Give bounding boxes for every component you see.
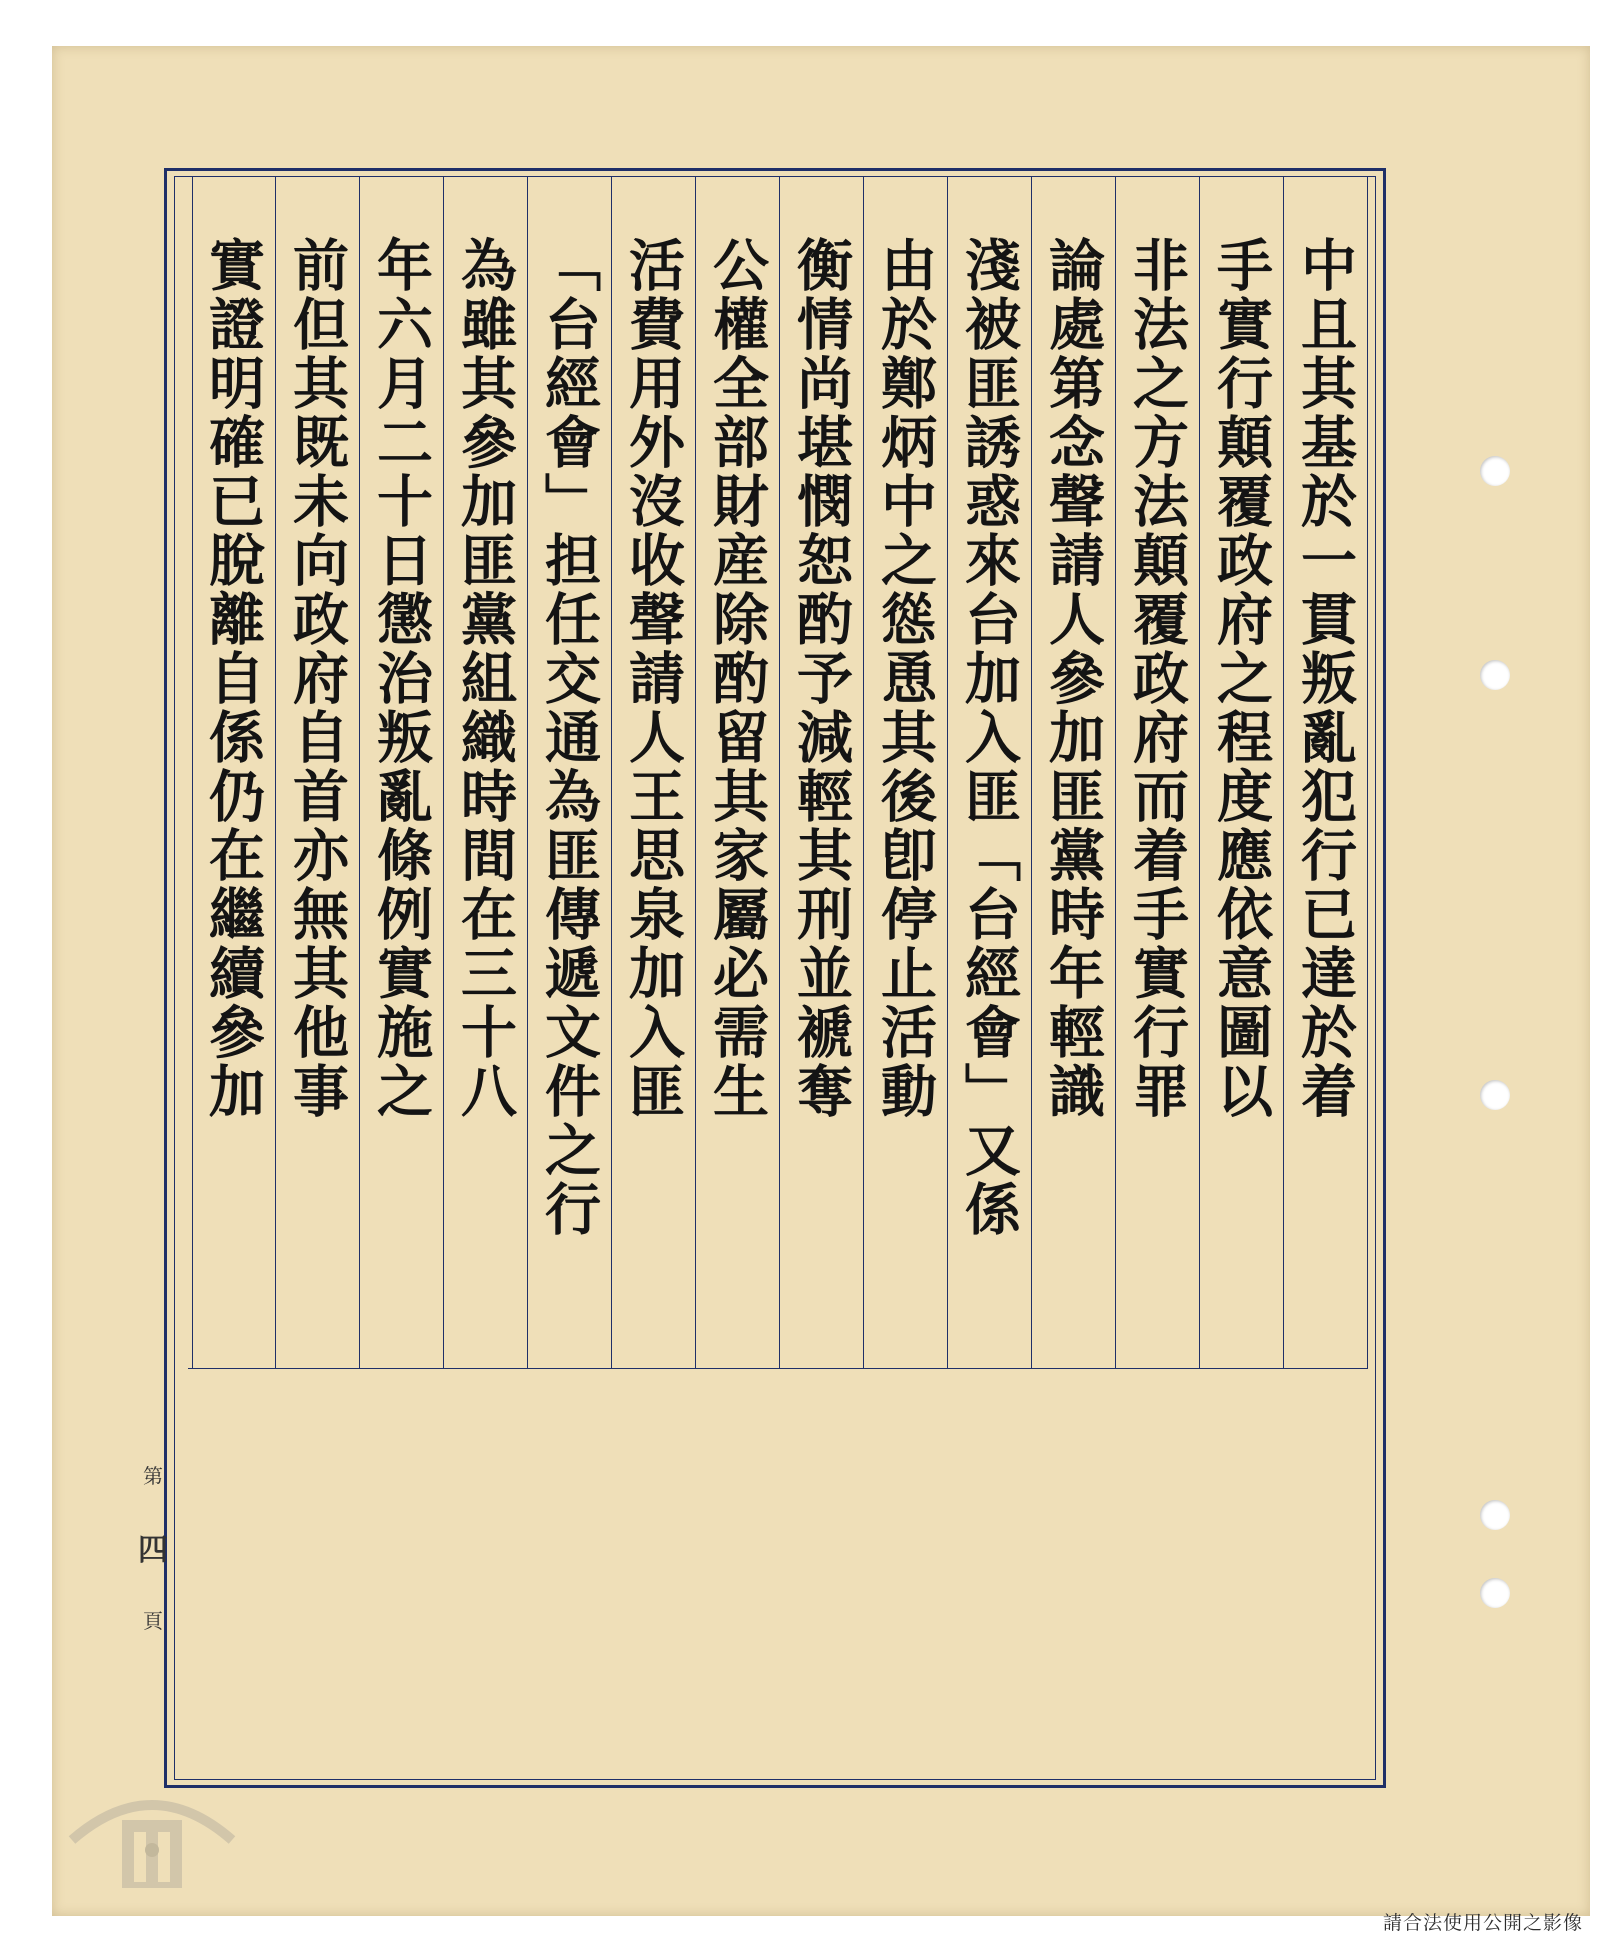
text-column: 由於鄭炳中之慫恿其後卽停止活動 <box>864 176 948 1368</box>
text-column: 衡情尚堪憫恕酌予減輕其刑並褫奪 <box>780 176 864 1368</box>
text-column: 實證明確已脫離自係仍在繼續參加 <box>192 176 276 1368</box>
text-column: 論處第念聲請人參加匪黨時年輕識 <box>1032 176 1116 1368</box>
text-column: 手實行顛覆政府之程度應依意圖以 <box>1200 176 1284 1368</box>
page-number-suffix: 頁 <box>143 1609 163 1633</box>
text-column: 公權全部財産除酌留其家屬必需生 <box>696 176 780 1368</box>
text-column: 「台經會」担任交通為匪傳遞文件之行 <box>528 176 612 1368</box>
punch-hole <box>1480 1080 1510 1110</box>
text-column: 年六月二十日懲治叛亂條例實施之 <box>360 176 444 1368</box>
text-column: 淺被匪誘惑來台加入匪「台經會」又係 <box>948 176 1032 1368</box>
archive-watermark-icon <box>62 1780 242 1890</box>
punch-hole <box>1480 1578 1510 1608</box>
usage-notice: 請合法使用公開之影像 <box>1382 1912 1583 1934</box>
text-column: 為雖其參加匪黨組織時間在三十八 <box>444 176 528 1368</box>
page-number <box>138 1460 168 1634</box>
punch-hole <box>1480 1500 1510 1530</box>
punch-hole <box>1480 660 1510 690</box>
page-number-value: 四 <box>138 1533 168 1568</box>
page-number-prefix: 第 <box>143 1464 163 1488</box>
punch-hole <box>1480 456 1510 486</box>
text-column: 非法之方法顛覆政府而着手實行罪 <box>1116 176 1200 1368</box>
text-columns <box>188 176 1368 1369</box>
text-column: 中且其基於一貫叛亂犯行已達於着 <box>1284 176 1368 1368</box>
text-column: 活費用外沒收聲請人王思泉加入匪 <box>612 176 696 1368</box>
text-column: 前但其既未向政府自首亦無其他事 <box>276 176 360 1368</box>
